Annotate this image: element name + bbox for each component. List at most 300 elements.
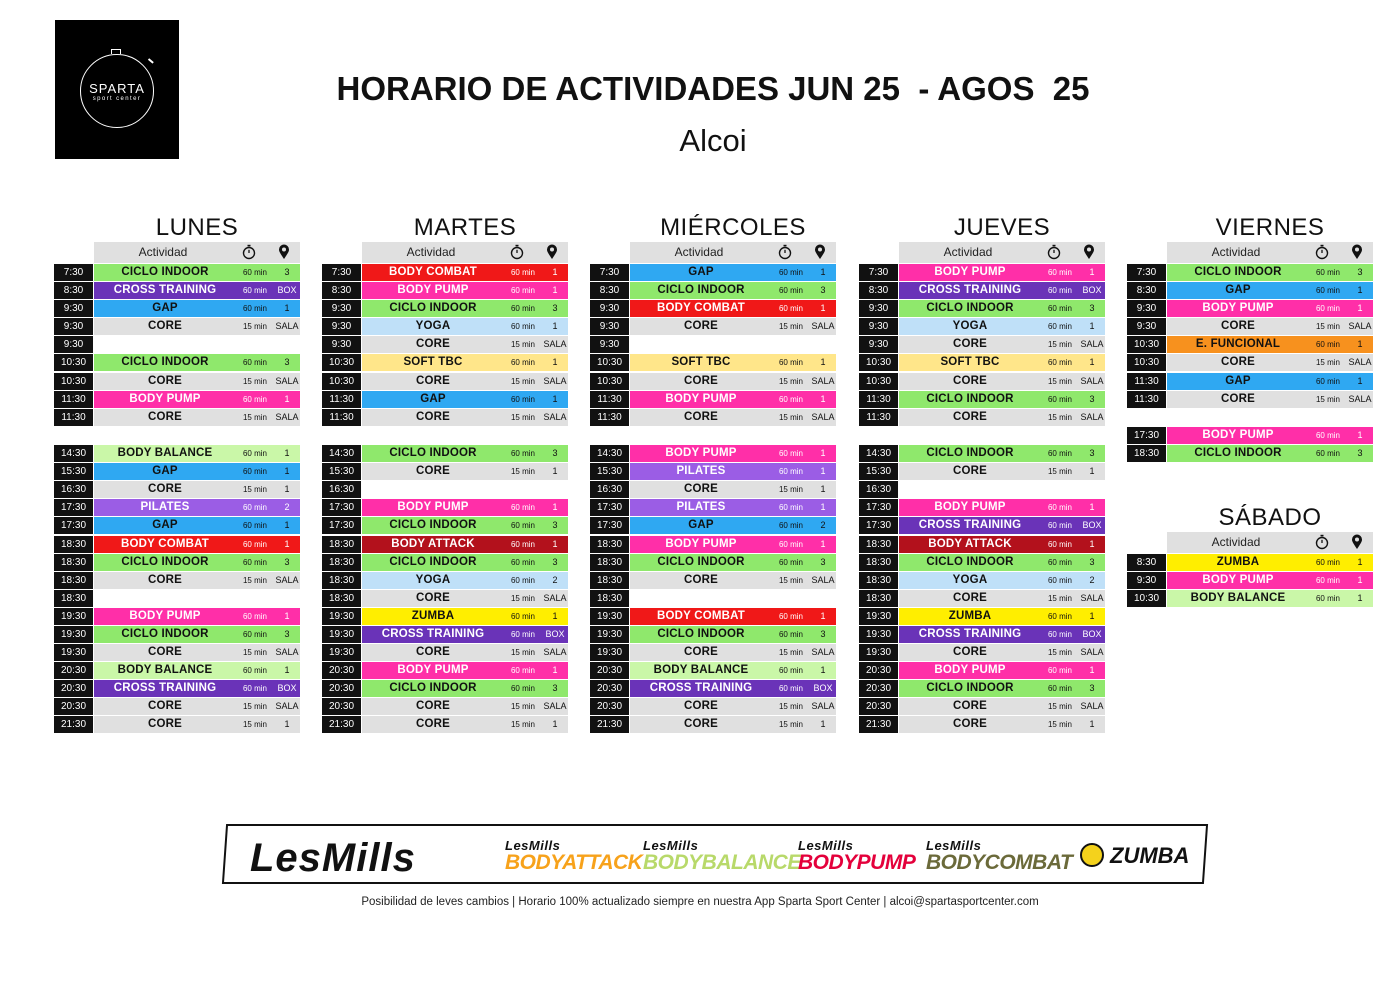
class-room: SALA — [543, 339, 567, 350]
class-bar — [630, 662, 836, 679]
class-time: 7:30 — [1127, 264, 1166, 281]
class-row — [859, 572, 1105, 590]
class-duration: 60 min — [510, 394, 535, 404]
class-bar — [94, 608, 300, 625]
class-name: BODY COMBAT — [388, 266, 478, 278]
activity-header: Actividad — [138, 245, 188, 259]
class-duration: 15 min — [1047, 720, 1072, 730]
class-duration: 60 min — [778, 503, 803, 513]
class-bar — [94, 481, 300, 498]
class-bar — [362, 445, 568, 462]
class-bar — [94, 264, 300, 281]
class-bar — [899, 662, 1105, 679]
class-time: 20:30 — [54, 698, 93, 715]
class-time: 17:30 — [859, 517, 898, 534]
program-brand: LesMills — [798, 838, 854, 853]
class-bar — [362, 554, 568, 571]
class-bar — [899, 282, 1105, 299]
class-bar — [630, 572, 836, 589]
class-room: SALA — [811, 411, 835, 422]
class-room: 2 — [1089, 574, 1095, 585]
class-room: 3 — [552, 448, 558, 459]
class-name: CICLO INDOOR — [389, 519, 477, 532]
class-time: 10:30 — [1127, 354, 1166, 371]
class-name: E. FUNCIONAL — [1195, 338, 1281, 351]
class-bar — [899, 536, 1105, 553]
class-duration: 15 min — [778, 575, 803, 585]
class-list — [859, 264, 1105, 735]
class-row — [54, 554, 300, 572]
class-bar — [899, 644, 1105, 661]
class-time: 9:30 — [322, 300, 361, 317]
class-duration: 15 min — [778, 485, 803, 495]
class-row — [590, 445, 836, 463]
class-duration: 15 min — [1047, 702, 1072, 712]
class-time: 17:30 — [590, 517, 629, 534]
class-room: BOX — [813, 683, 833, 694]
logo-name: SPARTA — [89, 81, 145, 96]
class-row — [54, 626, 300, 644]
class-duration: 60 min — [1315, 558, 1340, 567]
class-duration: 60 min — [242, 557, 267, 567]
class-duration: 15 min — [1047, 593, 1072, 603]
class-bar — [630, 590, 836, 607]
class-row — [322, 354, 568, 372]
class-time: 18:30 — [859, 536, 898, 553]
class-time: 9:30 — [322, 336, 361, 353]
class-room: SALA — [543, 411, 567, 422]
class-name: CORE — [952, 700, 988, 713]
class-time: 17:30 — [859, 499, 898, 516]
class-bar — [1167, 427, 1373, 444]
class-room: 3 — [820, 556, 826, 567]
block-separator — [859, 427, 1105, 445]
class-row — [859, 391, 1105, 409]
class-time: 9:30 — [54, 300, 93, 317]
class-row — [859, 373, 1105, 391]
class-time: 16:30 — [859, 481, 898, 498]
class-duration: 60 min — [242, 666, 267, 676]
day-name: VIERNES — [1215, 214, 1325, 241]
class-time: 10:30 — [859, 354, 898, 371]
class-time: 19:30 — [322, 644, 361, 661]
class-duration: 60 min — [778, 449, 803, 459]
class-name: SOFT TBC — [940, 356, 1000, 369]
day-name: MARTES — [413, 214, 517, 241]
class-room: 1 — [284, 484, 290, 495]
class-bar — [630, 354, 836, 371]
class-name: BODY PUMP — [934, 501, 1006, 514]
class-room: 1 — [284, 610, 290, 621]
class-time: 20:30 — [590, 698, 629, 715]
class-room: 1 — [1089, 610, 1095, 621]
day-name: MIÉRCOLES — [660, 214, 806, 241]
class-name: CORE — [415, 646, 451, 659]
class-name: CICLO INDOOR — [389, 682, 477, 695]
class-duration: 60 min — [1047, 611, 1072, 621]
location-pin-icon — [1083, 244, 1095, 263]
class-name: CROSS TRAINING — [113, 682, 217, 695]
class-time: 15:30 — [590, 463, 629, 480]
class-row — [590, 572, 836, 590]
class-duration: 15 min — [1047, 340, 1072, 350]
class-name: GAP — [1225, 284, 1251, 297]
class-row — [590, 264, 836, 282]
class-row — [54, 318, 300, 336]
class-row — [322, 626, 568, 644]
zumba-label: ZUMBA — [1110, 843, 1190, 868]
class-name: CORE — [415, 410, 451, 423]
class-duration: 60 min — [1047, 521, 1072, 531]
class-time: 14:30 — [54, 445, 93, 462]
class-duration: 15 min — [510, 340, 535, 350]
class-room: 1 — [820, 448, 826, 459]
class-room: 3 — [1089, 448, 1095, 459]
class-name: BODY PUMP — [1202, 574, 1274, 587]
class-duration: 60 min — [510, 611, 535, 621]
class-name: BODY PUMP — [397, 284, 469, 297]
location-pin-icon — [278, 244, 290, 263]
class-duration: 15 min — [778, 376, 803, 386]
class-time: 10:30 — [322, 354, 361, 371]
class-room: SALA — [1080, 647, 1104, 658]
class-duration: 60 min — [1047, 684, 1072, 694]
class-bar — [94, 463, 300, 480]
class-duration: 15 min — [242, 412, 267, 422]
class-time: 10:30 — [322, 373, 361, 390]
class-time: 10:30 — [1127, 336, 1166, 353]
class-duration: 15 min — [1315, 394, 1340, 404]
class-room: 1 — [552, 285, 558, 296]
class-row — [322, 463, 568, 481]
class-room: 2 — [284, 502, 290, 513]
class-bar — [899, 517, 1105, 534]
class-time: 9:30 — [54, 336, 93, 353]
class-duration: 15 min — [510, 467, 535, 477]
class-duration: 60 min — [1315, 268, 1340, 277]
activity-header: Actividad — [943, 245, 993, 259]
zumba-icon — [1080, 843, 1104, 867]
class-time: 20:30 — [859, 698, 898, 715]
class-duration: 60 min — [242, 467, 267, 477]
class-name: GAP — [152, 302, 178, 315]
class-bar — [630, 698, 836, 715]
class-room: 1 — [552, 665, 558, 676]
class-name: GAP — [1225, 374, 1251, 387]
class-bar — [630, 300, 836, 317]
class-room: 3 — [284, 556, 290, 567]
stopwatch-tick — [148, 58, 154, 63]
class-bar — [94, 391, 300, 408]
class-row — [859, 318, 1105, 336]
class-room: SALA — [1080, 701, 1104, 712]
class-time: 18:30 — [54, 536, 93, 553]
class-time: 15:30 — [54, 463, 93, 480]
class-row — [859, 481, 1105, 499]
class-name: CORE — [1220, 356, 1256, 369]
location-pin-icon — [814, 244, 826, 263]
class-name: PILATES — [140, 501, 190, 514]
class-room: 1 — [284, 448, 290, 459]
class-time: 9:30 — [859, 336, 898, 353]
class-row — [322, 716, 568, 734]
class-row — [54, 373, 300, 391]
class-duration: 60 min — [242, 539, 267, 549]
class-bar — [1167, 318, 1373, 335]
class-name: CORE — [952, 410, 988, 423]
class-time: 20:30 — [859, 662, 898, 679]
class-room: SALA — [1348, 357, 1372, 368]
class-time: 18:30 — [54, 572, 93, 589]
class-row — [1127, 427, 1373, 445]
class-row — [322, 680, 568, 698]
class-row — [859, 282, 1105, 300]
class-bar — [362, 662, 568, 679]
class-name: SOFT TBC — [403, 356, 463, 369]
class-name: CICLO INDOOR — [926, 682, 1014, 695]
class-room: 1 — [1357, 429, 1363, 440]
class-time: 19:30 — [859, 644, 898, 661]
class-bar — [94, 354, 300, 371]
class-row — [1127, 373, 1373, 391]
program-logo-bodypump — [798, 838, 915, 875]
column-header — [94, 242, 300, 263]
location-pin-icon — [546, 244, 558, 263]
class-bar — [362, 698, 568, 715]
class-duration: 60 min — [510, 503, 535, 513]
class-bar — [899, 373, 1105, 390]
class-duration: 60 min — [778, 286, 803, 296]
class-duration: 60 min — [778, 539, 803, 549]
day-name: LUNES — [155, 214, 239, 241]
class-time: 14:30 — [590, 445, 629, 462]
class-bar — [630, 517, 836, 534]
class-bar — [94, 300, 300, 317]
class-row — [54, 517, 300, 535]
class-bar — [630, 391, 836, 408]
location-pin-icon — [1351, 534, 1363, 553]
class-time: 9:30 — [590, 318, 629, 335]
class-bar — [94, 698, 300, 715]
class-room: 1 — [820, 484, 826, 495]
class-bar — [362, 354, 568, 371]
class-room: SALA — [1080, 339, 1104, 350]
class-bar — [630, 463, 836, 480]
class-duration: 15 min — [242, 702, 267, 712]
class-bar — [362, 590, 568, 607]
class-row — [859, 463, 1105, 481]
page-subtitle: Alcoi — [679, 123, 747, 158]
class-duration: 15 min — [510, 376, 535, 386]
class-row — [54, 499, 300, 517]
class-row — [322, 536, 568, 554]
class-room: SALA — [275, 411, 299, 422]
class-time: 18:30 — [590, 572, 629, 589]
class-time: 20:30 — [322, 680, 361, 697]
class-bar — [94, 644, 300, 661]
day-name: JUEVES — [953, 214, 1051, 241]
class-time: 9:30 — [590, 336, 629, 353]
class-bar — [1167, 445, 1373, 462]
stopwatch-icon — [778, 244, 792, 263]
class-bar — [362, 300, 568, 317]
class-bar — [94, 572, 300, 589]
class-row — [322, 264, 568, 282]
class-duration: 60 min — [242, 521, 267, 531]
class-row — [859, 336, 1105, 354]
class-name: GAP — [688, 519, 714, 532]
class-duration: 60 min — [778, 268, 803, 277]
column-header — [630, 242, 836, 263]
class-bar — [899, 300, 1105, 317]
class-bar — [630, 409, 836, 426]
class-room: SALA — [1348, 321, 1372, 332]
class-bar — [899, 554, 1105, 571]
class-duration: 15 min — [510, 412, 535, 422]
class-row — [859, 608, 1105, 626]
class-time: 20:30 — [590, 662, 629, 679]
class-row — [54, 300, 300, 318]
class-name: BODY ATTACK — [928, 537, 1012, 550]
stopwatch-icon — [1315, 534, 1329, 553]
class-time: 10:30 — [590, 373, 629, 390]
class-name: CORE — [1220, 392, 1256, 405]
class-room: 2 — [820, 520, 826, 531]
class-room: 1 — [552, 538, 558, 549]
class-room: BOX — [1082, 520, 1102, 531]
class-time: 9:30 — [54, 318, 93, 335]
class-room: 1 — [1089, 719, 1095, 730]
class-row — [54, 481, 300, 499]
class-name: BODY BALANCE — [653, 664, 749, 677]
class-room: 3 — [1089, 393, 1095, 404]
class-time: 11:30 — [54, 391, 93, 408]
class-row — [1127, 445, 1373, 463]
class-row — [322, 698, 568, 716]
class-room: 1 — [284, 393, 290, 404]
class-row — [54, 282, 300, 300]
column-header — [899, 242, 1105, 263]
class-room: 1 — [1089, 538, 1095, 549]
class-bar — [94, 517, 300, 534]
class-time: 17:30 — [1127, 427, 1166, 444]
class-duration: 60 min — [242, 358, 267, 368]
class-time: 8:30 — [54, 282, 93, 299]
class-bar — [362, 626, 568, 643]
class-list — [590, 264, 836, 735]
class-name: CORE — [683, 573, 719, 586]
class-name: CROSS TRAINING — [918, 519, 1022, 532]
class-room: 3 — [284, 628, 290, 639]
class-room: 3 — [284, 357, 290, 368]
class-name: BODY PUMP — [129, 609, 201, 622]
class-time: 14:30 — [322, 445, 361, 462]
class-duration: 15 min — [242, 322, 267, 332]
class-duration: 15 min — [242, 575, 267, 585]
program-brand: LesMills — [643, 838, 699, 853]
class-name: PILATES — [676, 465, 726, 478]
class-row — [590, 698, 836, 716]
class-time: 21:30 — [54, 716, 93, 733]
class-name: YOGA — [415, 320, 451, 333]
class-name: CICLO INDOOR — [657, 627, 745, 640]
class-bar — [362, 264, 568, 281]
class-duration: 60 min — [778, 611, 803, 621]
class-name: CICLO INDOOR — [657, 284, 745, 297]
class-duration: 60 min — [510, 557, 535, 567]
class-room: 1 — [1089, 267, 1095, 277]
program-logo-bodycombat — [926, 838, 1072, 875]
class-row — [590, 644, 836, 662]
class-time: 7:30 — [859, 264, 898, 281]
class-row — [859, 264, 1105, 282]
class-name: CORE — [952, 465, 988, 478]
class-bar — [630, 716, 836, 733]
class-time: 16:30 — [590, 481, 629, 498]
class-time: 11:30 — [590, 409, 629, 426]
class-time: 19:30 — [859, 608, 898, 625]
class-duration: 15 min — [510, 702, 535, 712]
class-duration: 60 min — [1047, 449, 1072, 459]
class-row — [590, 336, 836, 354]
class-time: 15:30 — [859, 463, 898, 480]
class-time: 18:30 — [859, 554, 898, 571]
class-duration: 60 min — [242, 684, 267, 694]
class-room: 1 — [1357, 375, 1363, 386]
class-row — [1127, 264, 1373, 282]
class-time: 19:30 — [859, 626, 898, 643]
class-time: 17:30 — [322, 499, 361, 516]
class-bar — [362, 680, 568, 697]
class-duration: 60 min — [510, 286, 535, 296]
class-duration: 60 min — [242, 449, 267, 459]
class-bar — [94, 680, 300, 697]
class-time: 8:30 — [590, 282, 629, 299]
class-room: SALA — [275, 375, 299, 386]
day-name: SÁBADO — [1218, 504, 1322, 531]
class-time: 11:30 — [590, 391, 629, 408]
class-time: 17:30 — [54, 499, 93, 516]
class-duration: 60 min — [1047, 539, 1072, 549]
sparta-logo — [55, 20, 179, 159]
class-row — [859, 626, 1105, 644]
class-room: 1 — [552, 267, 558, 277]
class-row — [1127, 282, 1373, 300]
class-row — [859, 409, 1105, 427]
class-room: 1 — [284, 719, 290, 730]
class-bar — [94, 373, 300, 390]
class-time: 10:30 — [590, 354, 629, 371]
class-bar — [362, 318, 568, 335]
class-time: 16:30 — [322, 481, 361, 498]
class-row — [859, 590, 1105, 608]
class-duration: 15 min — [242, 376, 267, 386]
class-name: BODY PUMP — [934, 266, 1006, 278]
class-name: BODY PUMP — [1202, 302, 1274, 315]
class-duration: 60 min — [778, 557, 803, 567]
class-row — [590, 354, 836, 372]
class-room: SALA — [543, 647, 567, 658]
class-duration: 60 min — [510, 539, 535, 549]
class-name: BODY PUMP — [934, 664, 1006, 677]
class-duration: 60 min — [1047, 394, 1072, 404]
class-duration: 15 min — [242, 720, 267, 730]
class-time: 8:30 — [1127, 282, 1166, 299]
class-name: BODY PUMP — [665, 447, 737, 460]
class-duration: 60 min — [510, 575, 535, 585]
class-row — [1127, 590, 1373, 608]
class-bar — [94, 336, 300, 353]
